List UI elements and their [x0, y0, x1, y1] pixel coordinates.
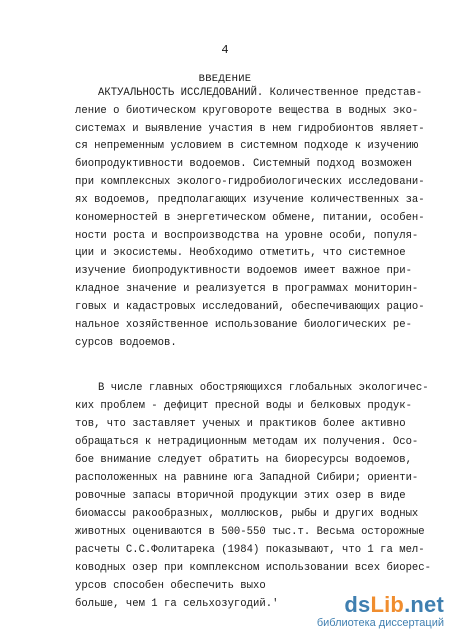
text-line: кономерностей в энергетическом обмене, питании, особен-	[75, 212, 425, 224]
text-line: расположенных на равнине юга Западной Сибири; ориенти-	[75, 472, 419, 484]
watermark-logo: dsLib.net	[344, 592, 444, 617]
text-line: животных оцениваются в 500-550 тыс.т. Весьма осторожные	[75, 526, 425, 538]
text-line: ких проблем - дефицит пресной воды и белковых продук-	[75, 400, 412, 412]
text-line: биомассы ракообразных, моллюсков, рыбы и других водных	[75, 508, 419, 520]
text-line: бое внимание следует обратить на биоресурсы водоемов,	[75, 454, 412, 466]
text-line: В числе главных обостряющихся глобальных экологичес-	[98, 382, 429, 394]
text-line: АКТУАЛЬНОСТЬ ИССЛЕДОВАНИЙ. Количественное представ-	[98, 87, 423, 99]
dslib-watermark	[317, 594, 444, 630]
text-line: нальное хозяйственное использование биологических ре-	[75, 319, 412, 331]
text-line: обращаться к нетрадиционным методам их получения. Осо-	[75, 436, 419, 448]
text-line: изучение биопродуктивности водоемов имеет важное при-	[75, 265, 412, 277]
page-number: 4	[221, 43, 229, 57]
text-line: ся непременным условием в системном подходе к изучению	[75, 140, 419, 152]
text-line: ководных озер при комплексном использовании всех биорес-	[75, 562, 432, 574]
text-line: кладное значение и реализуется в программах мониторин-	[75, 283, 419, 295]
text-line: больше, чем 1 га сельхозугодий.'	[75, 598, 279, 610]
text-line: расчеты С.С.Фолитарека (1984) показывают, что 1 га мел-	[75, 544, 425, 556]
text-line: ление о биотическом круговороте вещества в водных эко-	[75, 105, 419, 117]
section-heading: ВВЕДЕНИЕ	[198, 73, 252, 85]
text-line: ции и экосистемы. Необходимо отметить, что системное	[75, 247, 406, 259]
text-line: при комплексных эколого-гидробиологических исследовани-	[75, 176, 425, 188]
watermark-subtitle: библиотека диссертаций	[316, 617, 444, 629]
text-line: биопродуктивности водоемов. Системный подход возможен	[75, 158, 412, 170]
text-line: сурсов водоемов.	[75, 337, 177, 349]
text-line: ности роста и воспроизводства на уровне особи, популя-	[75, 230, 419, 242]
text-line: тов, что заставляет ученых и практиков более активно	[75, 418, 406, 430]
text-line: говых и кадастровых исследований, обеспечивающих рацио-	[75, 301, 425, 313]
text-line: ях водоемов, предполагающих изучение количественных за-	[75, 194, 425, 206]
text-line: ровочные запасы вторичной продукции этих озер в виде	[75, 490, 406, 502]
text-line: системах и выявление участия в нем гидробионтов являет-	[75, 123, 425, 135]
text-line: урсов способен обеспечить выхо	[75, 580, 266, 592]
